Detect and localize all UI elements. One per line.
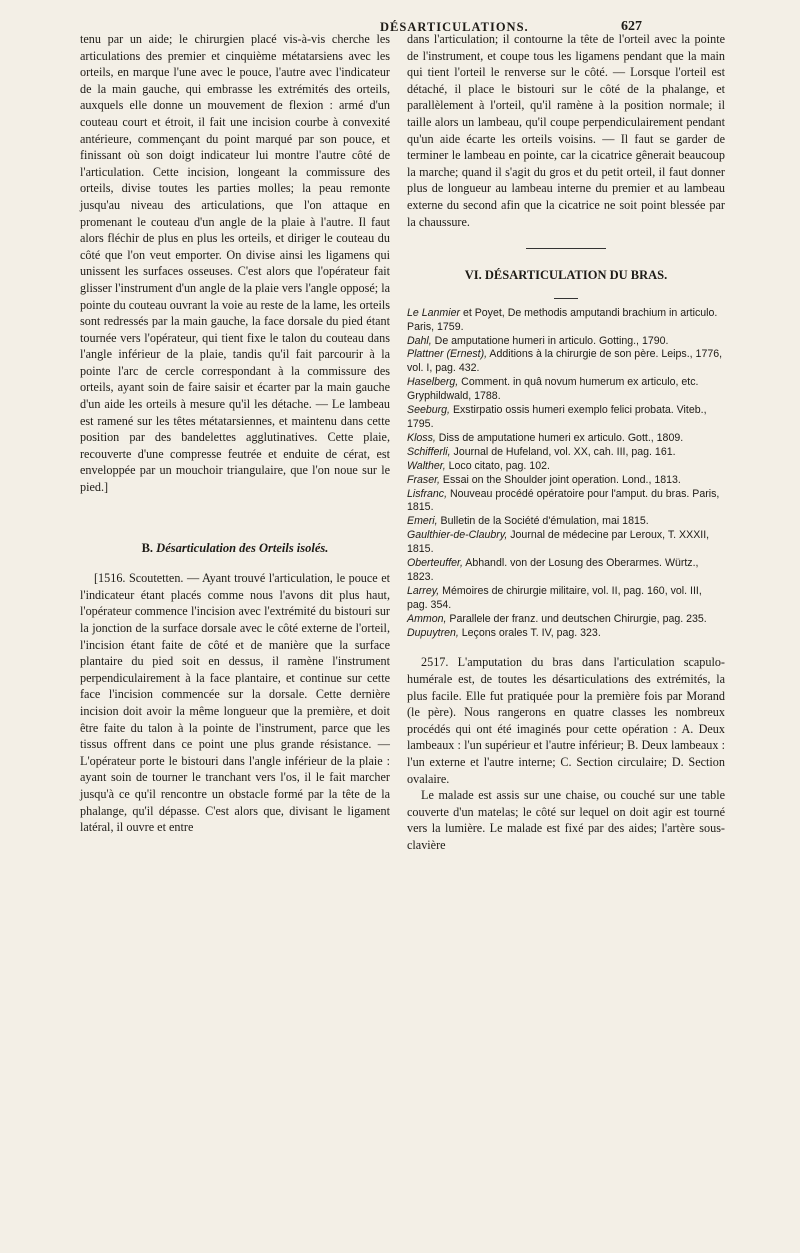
bibliography-entry (407, 627, 725, 641)
section-b-number: B. (141, 540, 154, 555)
bibliography-entry (407, 348, 725, 376)
bibliography-author: Walther, (407, 459, 446, 472)
bibliography-author: Ammon, (407, 612, 447, 625)
bibliography-entry (407, 557, 725, 585)
bibliography (407, 307, 725, 641)
bibliography-entry (407, 515, 725, 529)
bibliography-entry (407, 446, 725, 460)
bibliography-entry (407, 460, 725, 474)
bibliography-text: Journal de Hufeland, vol. XX, cah. III, pag. 161. (450, 445, 676, 458)
bibliography-author: Kloss, (407, 431, 436, 444)
left-column (80, 31, 390, 836)
bibliography-author: Larrey, (407, 584, 440, 597)
bibliography-text: Loco citato, pag. 102. (445, 459, 550, 472)
bibliography-author: Dupuytren, (407, 626, 459, 639)
bibliography-text: et Poyet, De methodis amputandi brachium in articulo. Paris, 1759. (407, 306, 718, 333)
bibliography-text: Parallele der franz. und deutschen Chirurgie, pag. 235. (446, 612, 707, 625)
right-paragraph-1: dans l'articulation; il contourne la tête de l'orteil avec la pointe de l'instrument, et coupe tous les ligamens pendant que la main qui tient l'orteil le renverse sur le côté. — Lorsque l'orteil est détaché, il place le bistouri sur le côté de la phalange, et parallèlement à l'orteil, qu'il ramène à la position normale; il taille alors un lambeau, qu'il coupe perpendiculairement pendant qu'un aide écarte les orteils voisins. — Il faut se garder de terminer le lambeau en pointe, car la cicatrice gênerait beaucoup la marche; quand il s'agit du gros et du petit orteil, il faut donner plus de longueur au lambeau interne du premier et au lambeau externe du second afin que la cicatrice ne soit point blessée par la chaussure. (407, 32, 725, 229)
bibliography-author: Fraser, (407, 473, 440, 486)
bibliography-text: De amputatione humeri in articulo. Gotting., 1790. (431, 334, 669, 347)
bibliography-entry (407, 488, 725, 516)
bibliography-author: Oberteuffer, (407, 557, 463, 570)
bibliography-author: Seeburg, (407, 404, 450, 417)
divider-rule-short (554, 298, 578, 299)
bibliography-text: Abhandl. von der Losung des Oberarmes. Würtz., 1823. (407, 557, 699, 583)
bibliography-entry (407, 376, 725, 404)
bibliography-text: Exstirpatio ossis humeri exemplo felici probata. Viteb., 1795. (407, 404, 707, 430)
bibliography-text: Essai on the Shoulder joint operation. Lond., 1813. (439, 473, 681, 486)
bibliography-entry (407, 585, 725, 613)
right-column (407, 31, 725, 854)
bibliography-author: Gaulthier-de-Claubry, (407, 529, 508, 542)
bibliography-entry (407, 474, 725, 488)
left-paragraph-1: tenu par un aide; le chirurgien placé vis-à-vis cherche les articulations des premier et cinquième métatarsiens avec les orteils, en marque l'une avec le pouce, l'autre avec l'indicateur de la main gauche, qui embrasse les extrémités des orteils, auxquels elle donne un mouvement de flexion : armé d'un couteau court et étroit, il fait une incision courbe à convexité antérieure, commençant du point marqué par son pouce, et finissant où son doigt indicateur lui montre l'autre côté de l'articulation. Cette incision, longeant la commissure des orteils, divise toutes les parties molles; la peau remonte jusqu'au niveau des articulations, que l'on attaque en promenant le couteau d'un angle de la plaie à l'autre. Il faut alors fléchir de plus en plus les orteils, et diriger le couteau du côté que l'on veut emporter. On divise ainsi les ligamens qui unissent les surfaces osseuses. C'est alors que l'opérateur fait glisser l'instrument d'un angle de la plaie vers l'angle opposé; la pointe du couteau ouvrant la voie au reste de la lame, les orteils sont redressés par la main gauche, la face dorsale du pied étant tournée vers l'opérateur, qui tient fixe le talon du couteau dans l'angle inférieur de la plaie, tandis qu'il fait parcourir à la pointe l'arc de cercle correspondant à la commissure des orteils, ayant soin de faire saisir et écarter par la main gauche d'un aide les orteils à mesure qu'il les détache. — Le lambeau est ramené sur les têtes métatarsiennes, et maintenu dans cette position par des bandelettes agglutinatives. Cette plaie, recouverte d'une compresse feutrée et enduite de cérat, est enveloppée par un mouchoir triangulaire, que l'on noue sur le pied.] (80, 32, 390, 495)
bibliography-author: Haselberg, (407, 376, 459, 389)
bibliography-text: Bulletin de la Société d'émulation, mai 1815. (437, 515, 649, 528)
bibliography-author: Schifferli, (407, 445, 451, 458)
bibliography-author: Emeri, (407, 515, 438, 528)
bibliography-text: Comment. in quâ novum humerum ex articulo, etc. Gryphildwald, 1788. (407, 376, 699, 403)
bibliography-entry (407, 335, 725, 349)
bibliography-author: Dahl, (407, 334, 432, 347)
bibliography-text: Additions à la chirurgie de son père. Leips., 1776, vol. I, pag. 432. (407, 348, 723, 375)
bibliography-text: Diss de amputatione humeri ex articulo. Gott., 1809. (435, 431, 684, 444)
bibliography-entry (407, 529, 725, 557)
section-b-title: Désarticulation des Orteils isolés. (156, 540, 329, 555)
bibliography-author: Plattner (Ernest), (407, 348, 488, 361)
bibliography-entry (407, 307, 725, 335)
bibliography-author: Le Lanmier (407, 306, 460, 319)
page-number: 627 (621, 19, 642, 34)
bibliography-text: Journal de médecine par Leroux, T. XXXII, 1815. (407, 529, 710, 556)
bibliography-text: Leçons orales T. IV, pag. 323. (458, 626, 601, 639)
bibliography-entry (407, 404, 725, 432)
bibliography-text: Nouveau procédé opératoire pour l'amput. du bras. Paris, 1815. (407, 487, 720, 514)
bibliography-author: Lisfranc, (407, 487, 448, 500)
section-vi-heading: VI. DÉSARTICULATION DU BRAS. (464, 268, 668, 283)
right-paragraph-3: Le malade est assis sur une chaise, ou couché sur une table couverte d'un matelas; le côté sur lequel on doit agir est tourné vers la lumière. Le malade est fixé par des aides; l'artère sous-clavière (407, 788, 725, 852)
bibliography-text: Mémoires de chirurgie militaire, vol. II, pag. 160, vol. III, pag. 354. (407, 584, 702, 611)
bibliography-list (407, 307, 725, 641)
left-paragraph-2: [1516. Scoutetten. — Ayant trouvé l'articulation, le pouce et l'indicateur étant placés comme nous l'avons dit plus haut, l'opérateur commence l'incision avec l'extrémité du bistouri sur la jonction de la surface dorsale avec le côté externe de l'orteil, l'incision étant faite de côté et de manière que la surface plantaire du pied soit en dessus, il ramène l'instrument perpendiculairement à la face plantaire, et continue sur cette face l'incision commencée sur la dorsale. Cette dernière incision doit avoir la même longueur que la première, et doit être faite du talon à la pointe de l'instrument, parce que les tissus offrent dans ce point une plus grande résistance. — L'opérateur porte le bistouri dans l'angle inférieur de la plaie : ayant soin de tourner le tranchant vers l'os, il le fait marcher jusqu'à ce qu'il rencontre un obstacle formé par la tête de la phalange, qu'il dépasse. C'est alors que, divisant le ligament latéral, il ouvre et entre (80, 571, 390, 835)
section-b-heading (80, 540, 390, 557)
bibliography-entry (407, 613, 725, 627)
running-title: DÉSARTICULATIONS. (380, 20, 529, 34)
divider-rule (526, 248, 606, 249)
bibliography-entry (407, 432, 725, 446)
right-paragraph-2: 2517. L'amputation du bras dans l'articulation scapulo-humérale est, de toutes les désarticulations des extrémités, la plus facile. Elle fut pratiquée pour la première fois par Morand (le père). Nous rangerons en quatre classes les nombreux procédés qui ont été imaginés pour cette opération : A. Deux lambeaux : l'un supérieur et l'autre inférieur; B. Deux lambeaux : l'un externe et l'autre interne; C. Section circulaire; D. Section ovalaire. (407, 655, 725, 786)
